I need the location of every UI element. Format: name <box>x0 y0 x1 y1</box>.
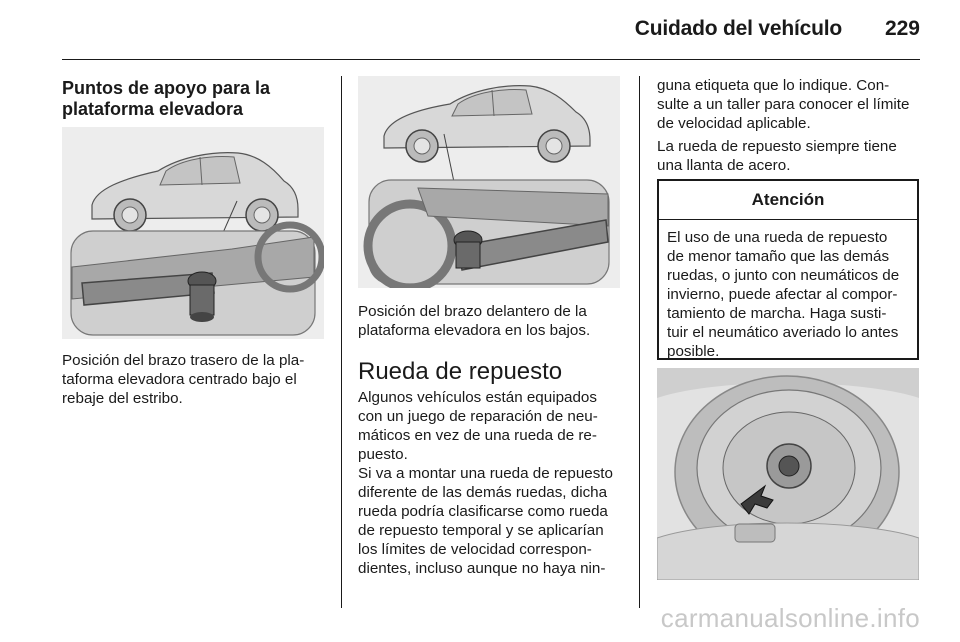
caption-line: taforma elevadora centrado bajo el <box>62 371 297 388</box>
text-line: guna etiqueta que lo indique. Con- <box>657 77 890 94</box>
figure-front-lift-arm <box>358 76 620 288</box>
text-line: dientes, incluso aunque no haya nin- <box>358 560 606 577</box>
warning-line: tuir el neumático averiado lo antes <box>667 324 899 341</box>
warning-line: invierno, puede afectar al compor- <box>667 286 898 303</box>
figure-rear-lift-arm <box>62 127 324 339</box>
warning-line: El uso de una rueda de repuesto <box>667 229 888 246</box>
page-number: 229 <box>884 17 920 40</box>
caption-line: Posición del brazo trasero de la pla- <box>62 352 305 369</box>
figure-spare-wheel-well <box>657 368 919 580</box>
section-heading-spare-wheel: Rueda de repuesto <box>358 358 563 385</box>
caption-line: plataforma elevadora en los bajos. <box>358 322 591 339</box>
rear-lift-arm-illustration <box>62 127 324 339</box>
text-line: de repuesto temporal y se aplicarían <box>358 522 604 539</box>
warning-line: tamiento de marcha. Haga susti- <box>667 305 887 322</box>
caption-line: Posición del brazo delantero de la <box>358 303 587 320</box>
text-line: diferente de las demás ruedas, dicha <box>358 484 608 501</box>
text-line: una llanta de acero. <box>657 157 791 174</box>
paragraph-repair-kit <box>358 388 633 464</box>
caption-rear-lift-arm <box>62 351 332 408</box>
heading-line: Puntos de apoyo para la <box>62 78 271 98</box>
text-line: Si va a montar una rueda de repuesto <box>358 465 613 482</box>
spare-wheel-illustration <box>657 368 919 580</box>
text-line: máticos en vez de una rueda de re- <box>358 427 597 444</box>
warning-line: posible. <box>667 343 720 360</box>
column-divider-right <box>639 76 640 608</box>
text-line: Algunos vehículos están equipados <box>358 389 597 406</box>
text-line: rueda podría clasificarse como rueda <box>358 503 608 520</box>
caption-front-lift-arm <box>358 302 628 340</box>
warning-title: Atención <box>659 181 917 220</box>
header-rule <box>62 59 920 60</box>
front-lift-arm-illustration <box>358 76 620 288</box>
text-line: con un juego de reparación de neu- <box>358 408 598 425</box>
text-line: La rueda de repuesto siempre tiene <box>657 138 897 155</box>
watermark: carmanualsonline.info <box>660 603 920 633</box>
paragraph-temporary-spare <box>358 464 636 578</box>
caption-line: rebaje del estribo. <box>62 390 183 407</box>
running-header-title: Cuidado del vehículo <box>634 17 842 40</box>
paragraph-speed-limit <box>657 76 925 133</box>
section-heading-lift-points <box>62 78 332 120</box>
warning-line: ruedas, o junto con neumáticos de <box>667 267 900 284</box>
text-line: puesto. <box>358 446 408 463</box>
paragraph-steel-rim <box>657 137 925 175</box>
column-divider-left <box>341 76 342 608</box>
text-line: los límites de velocidad correspon- <box>358 541 592 558</box>
warning-line: de menor tamaño que las demás <box>667 248 890 265</box>
heading-line: plataforma elevadora <box>62 99 244 119</box>
warning-body <box>659 220 917 369</box>
text-line: sulte a un taller para conocer el límite <box>657 96 910 113</box>
warning-box <box>657 179 919 360</box>
text-line: de velocidad aplicable. <box>657 115 811 132</box>
